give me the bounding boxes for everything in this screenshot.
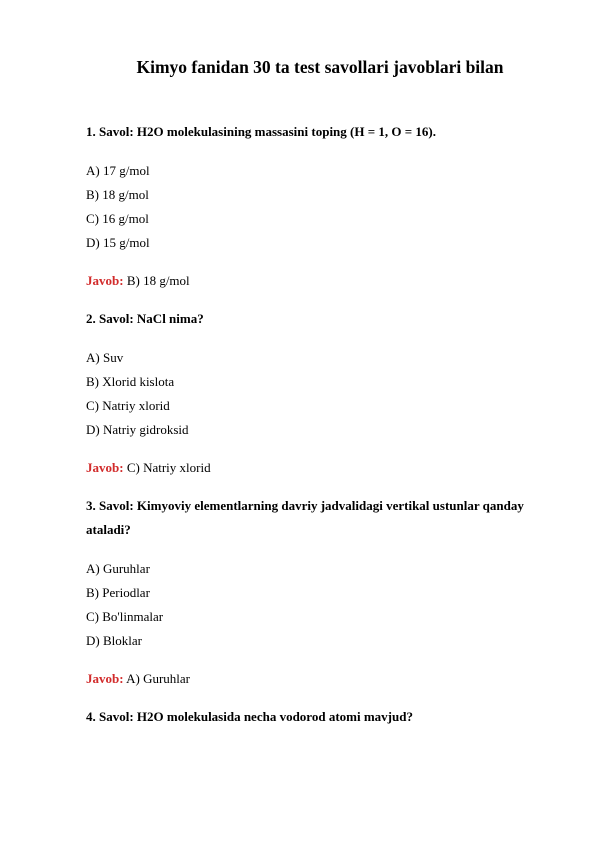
question-3-option-b: B) Periodlar	[86, 585, 150, 600]
question-3-option-d: D) Bloklar	[86, 633, 142, 648]
answer-value: B) 18 g/mol	[126, 273, 190, 288]
question-2-answer	[86, 460, 211, 476]
question-1: 1. Savol: H2O molekulasining massasini toping (H = 1, O = 16).	[86, 124, 436, 139]
question-1-option-b: B) 18 g/mol	[86, 187, 149, 202]
answer-value: A) Guruhlar	[126, 671, 191, 686]
question-3: 3. Savol: Kimyoviy elementlarning davriy jadvalidagi vertikal ustunlar qanday ataladi?	[86, 498, 524, 537]
question-3-option-a: A) Guruhlar	[86, 561, 150, 576]
question-1-option-c: C) 16 g/mol	[86, 211, 149, 226]
answer-label: Javob:	[86, 460, 124, 475]
question-2-option-b: B) Xlorid kislota	[86, 374, 175, 389]
question-2-option-d: D) Natriy gidroksid	[86, 422, 189, 437]
question-4: 4. Savol: H2O molekulasida necha vodorod atomi mavjud?	[86, 709, 413, 724]
question-2-option-c: C) Natriy xlorid	[86, 398, 170, 413]
question-2-option-a: A) Suv	[86, 350, 124, 365]
question-2: 2. Savol: NaCl nima?	[86, 311, 204, 326]
question-1-answer	[86, 273, 190, 289]
answer-label: Javob:	[86, 273, 124, 288]
answer-label: Javob:	[86, 671, 124, 686]
answer-value: C) Natriy xlorid	[126, 460, 211, 475]
document-title: Kimyo fanidan 30 ta test savollari javoblari bilan	[136, 57, 504, 77]
question-1-option-d: D) 15 g/mol	[86, 235, 150, 250]
question-3-answer	[86, 671, 190, 687]
question-1-option-a: A) 17 g/mol	[86, 163, 150, 178]
question-3-option-c: C) Bo'linmalar	[86, 609, 164, 624]
